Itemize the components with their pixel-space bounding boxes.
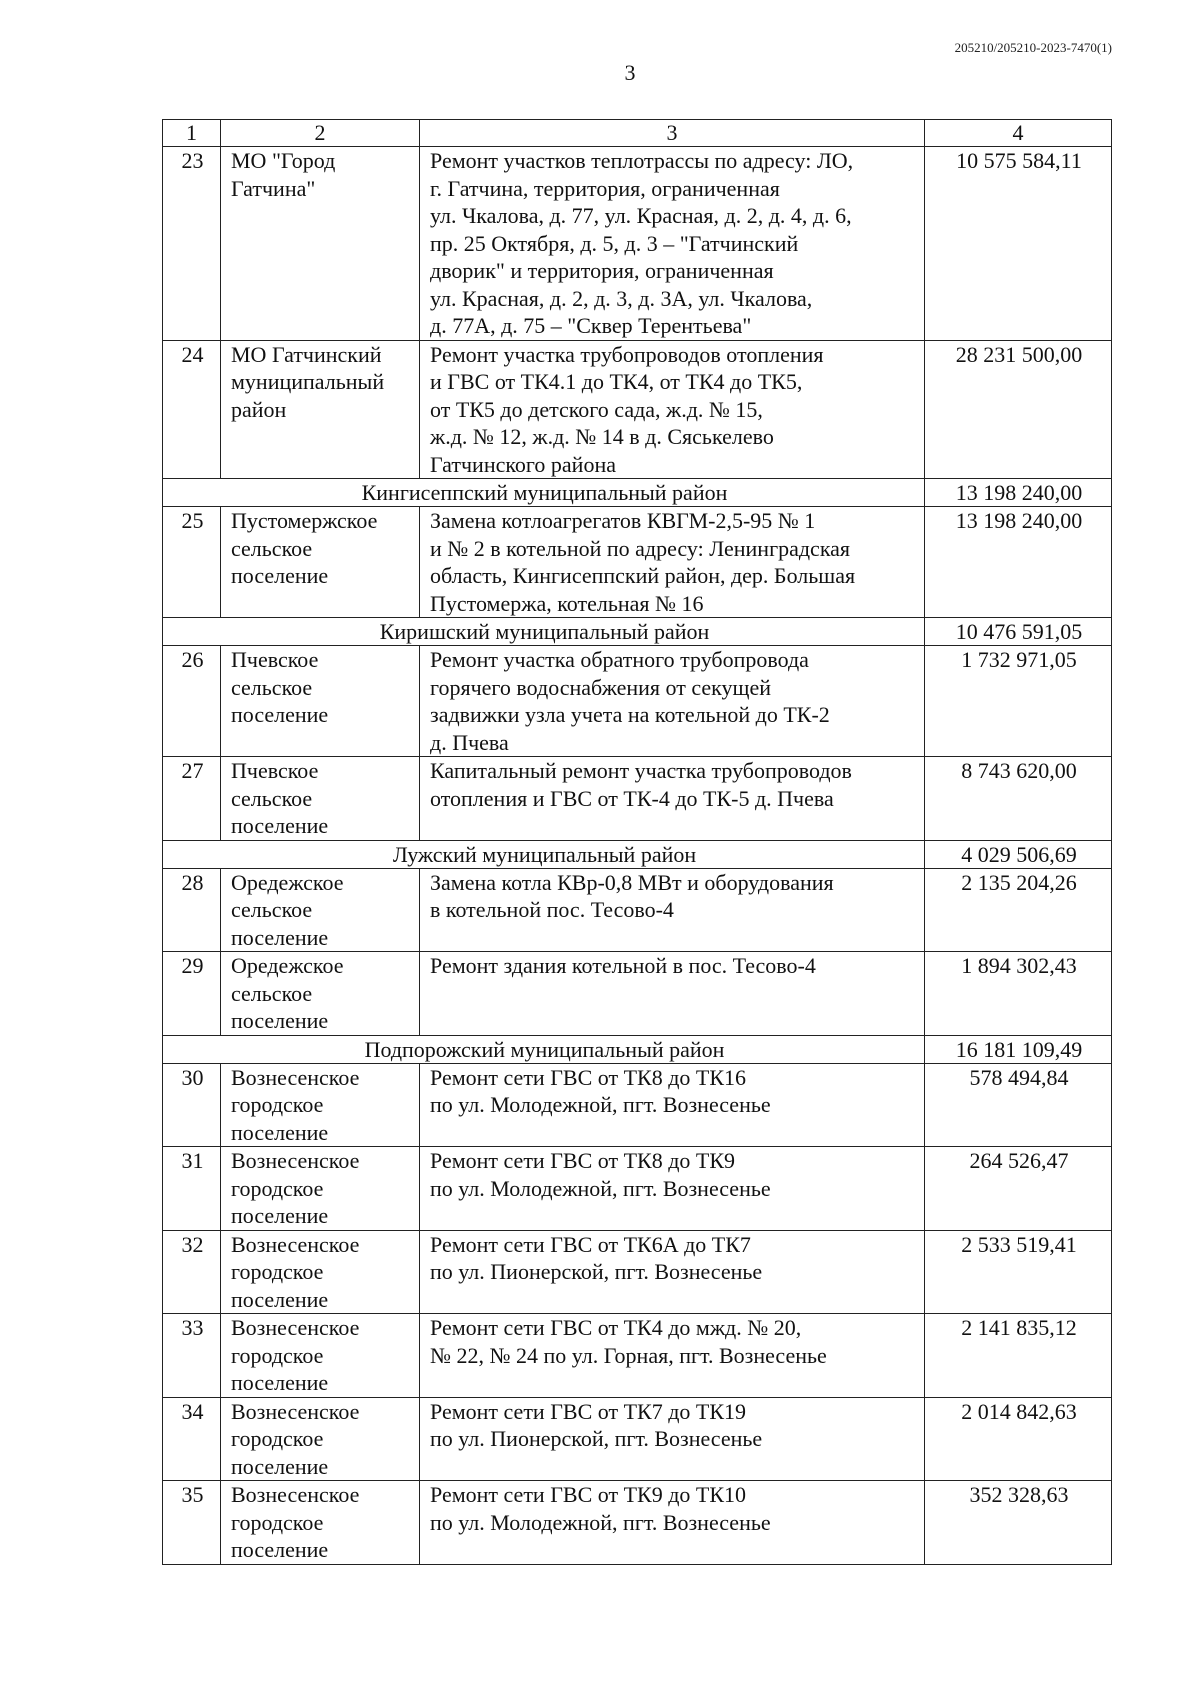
municipality-line: муниципальный [231,369,385,394]
table-row [163,340,1112,479]
municipality-line: городское [231,1509,324,1535]
amount-cell: 8 743 620,00 [925,757,1112,841]
group-amount: 16 181 109,49 [925,1035,1112,1063]
municipality-cell [221,507,420,618]
header-col-4: 4 [925,120,1112,147]
description-line: ул. Чкалова, д. 77, ул. Красная, д. 2, д. 4, д. 6, [430,203,852,228]
row-number: 26 [163,646,221,757]
municipality-cell [221,757,420,841]
description-cell [420,1063,925,1147]
municipality-line: городское [231,1259,324,1284]
description-cell [420,1314,925,1398]
municipality-line: поселение [231,1119,329,1145]
group-amount: 10 476 591,05 [925,618,1112,646]
group-name: Лужский муниципальный район [163,840,925,868]
table-row [163,1147,1112,1231]
table-row [163,1314,1112,1398]
municipality-line: городское [231,1175,324,1201]
group-amount: 4 029 506,69 [925,840,1112,868]
municipality-line: Вознесенское [231,1482,360,1507]
municipality-line: поселение [231,1008,329,1033]
municipality-line: городское [231,1092,324,1117]
municipality-cell [221,1397,420,1481]
table-row [163,757,1112,841]
municipality-cell [221,1481,420,1565]
municipality-line: Гатчина" [231,175,316,201]
row-number: 30 [163,1063,221,1147]
municipality-line: Оредежское [231,953,344,978]
description-line: Ремонт участка обратного трубопровода [430,647,809,672]
municipality-line: Вознесенское [231,1064,360,1090]
description-line: Пустомержа, котельная № 16 [430,590,704,616]
description-line: г. Гатчина, территория, ограниченная [430,175,780,201]
description-line: Ремонт здания котельной в пос. Тесово-4 [430,953,816,978]
description-line: Ремонт сети ГВС от ТК8 до ТК16 [430,1064,747,1090]
description-line: Ремонт сети ГВС от ТК6А до ТК7 [430,1231,751,1257]
municipality-line: поселение [231,1370,329,1395]
description-cell [420,1397,925,1481]
description-line: и ГВС от ТК4.1 до ТК4, от ТК4 до ТК5, [430,369,803,394]
register-table [162,119,1112,1565]
row-number: 35 [163,1481,221,1565]
description-line: ж.д. № 12, ж.д. № 14 в д. Сяськелево [430,424,774,449]
description-line: Замена котла КВр-0,8 МВт и оборудования [430,869,834,895]
municipality-line: Вознесенское [231,1148,360,1173]
group-row [163,618,1112,646]
municipality-line: район [231,396,287,422]
row-number: 32 [163,1230,221,1314]
table-row [163,952,1112,1036]
page-number: 3 [624,60,636,85]
header-col-2: 2 [221,120,420,147]
amount-cell: 2 141 835,12 [925,1314,1112,1398]
amount-cell: 2 014 842,63 [925,1397,1112,1481]
group-name: Подпорожский муниципальный район [163,1035,925,1063]
description-line: отопления и ГВС от ТК-4 до ТК-5 д. Пчева [430,785,834,811]
municipality-line: сельское [231,674,313,700]
municipality-line: Пчевское [231,647,319,672]
table-row [163,646,1112,757]
description-cell [420,147,925,341]
description-cell [420,952,925,1036]
municipality-cell [221,952,420,1036]
row-number: 33 [163,1314,221,1398]
description-line: горячего водоснабжения от секущей [430,674,772,700]
description-line: Замена котлоагрегатов КВГМ-2,5-95 № 1 [430,508,816,533]
description-cell [420,757,925,841]
description-line: Ремонт участка трубопроводов отопления [430,341,824,367]
municipality-line: Пустомержское [231,508,378,533]
description-cell [420,868,925,952]
description-line: в котельной пос. Тесово-4 [430,897,674,922]
description-line: Ремонт участков теплотрассы по адресу: ЛО, [430,148,854,173]
amount-cell: 578 494,84 [925,1063,1112,1147]
description-line: пр. 25 Октября, д. 5, д. 3 – "Гатчинский [430,230,799,256]
description-line: Ремонт сети ГВС от ТК9 до ТК10 [430,1482,747,1507]
table-row [163,507,1112,618]
municipality-line: сельское [231,785,313,811]
municipality-line: Вознесенское [231,1398,360,1424]
group-name: Киришский муниципальный район [163,618,925,646]
municipality-cell [221,340,420,479]
municipality-line: поселение [231,1453,329,1479]
municipality-line: Оредежское [231,869,344,895]
description-cell [420,507,925,618]
municipality-line: поселение [231,813,329,838]
description-line: Ремонт сети ГВС от ТК7 до ТК19 [430,1398,747,1424]
municipality-line: поселение [231,924,329,950]
table-row [163,1397,1112,1481]
row-number: 23 [163,147,221,341]
description-line: и № 2 в котельной по адресу: Ленинградская [430,535,851,561]
amount-cell: 10 575 584,11 [925,147,1112,341]
municipality-line: сельское [231,897,313,922]
amount-cell: 1 894 302,43 [925,952,1112,1036]
municipality-cell [221,1230,420,1314]
description-line: задвижки узла учета на котельной до ТК-2 [430,702,830,727]
row-number: 28 [163,868,221,952]
document-id: 205210/205210-2023-7470(1) [954,40,1112,55]
description-cell [420,646,925,757]
municipality-line: сельское [231,980,313,1006]
description-cell [420,1147,925,1231]
municipality-line: Вознесенское [231,1315,360,1340]
description-line: от ТК5 до детского сада, ж.д. № 15, [430,396,763,422]
table-row [163,868,1112,952]
group-name: Кингисеппский муниципальный район [163,479,925,507]
amount-cell: 2 533 519,41 [925,1230,1112,1314]
description-line: по ул. Пионерской, пгт. Вознесенье [430,1426,763,1451]
description-line: область, Кингисеппский район, дер. Большая [430,563,856,588]
table-row [163,1063,1112,1147]
description-line: по ул. Пионерской, пгт. Вознесенье [430,1259,763,1284]
table-body [163,120,1112,1565]
description-line: по ул. Молодежной, пгт. Вознесенье [430,1175,771,1201]
group-row [163,1035,1112,1063]
group-row [163,479,1112,507]
table-row [163,147,1112,341]
description-line: Ремонт сети ГВС от ТК8 до ТК9 [430,1148,736,1173]
amount-cell: 28 231 500,00 [925,340,1112,479]
description-line: дворик" и территория, ограниченная [430,258,774,283]
description-line: Ремонт сети ГВС от ТК4 до мжд. № 20, [430,1315,802,1340]
municipality-line: поселение [231,1286,329,1312]
description-line: Капитальный ремонт участка трубопроводов [430,758,852,783]
row-number: 27 [163,757,221,841]
description-line: № 22, № 24 по ул. Горная, пгт. Вознесенье [430,1342,827,1368]
municipality-line: МО Гатчинский [231,341,382,367]
amount-cell: 13 198 240,00 [925,507,1112,618]
municipality-cell [221,1063,420,1147]
municipality-line: поселение [231,702,329,727]
municipality-line: Вознесенское [231,1231,360,1257]
row-number: 29 [163,952,221,1036]
table-row [163,1230,1112,1314]
row-number: 34 [163,1397,221,1481]
municipality-line: поселение [231,1537,329,1562]
description-line: ул. Красная, д. 2, д. 3, д. 3А, ул. Чкалова, [430,285,813,311]
amount-cell: 1 732 971,05 [925,646,1112,757]
description-line: Гатчинского района [430,451,616,477]
municipality-line: сельское [231,535,313,561]
header-col-1: 1 [163,120,221,147]
row-number: 31 [163,1147,221,1231]
municipality-cell [221,646,420,757]
amount-cell: 2 135 204,26 [925,868,1112,952]
description-cell [420,1230,925,1314]
table-row [163,1481,1112,1565]
description-line: д. 77А, д. 75 – "Сквер Терентьева" [430,313,752,338]
municipality-cell [221,1314,420,1398]
municipality-line: Пчевское [231,758,319,783]
header-col-3: 3 [420,120,925,147]
municipality-cell [221,868,420,952]
table-header-row [163,120,1112,147]
municipality-line: МО "Город [231,148,336,173]
row-number: 24 [163,340,221,479]
row-number: 25 [163,507,221,618]
description-cell [420,1481,925,1565]
description-line: по ул. Молодежной, пгт. Вознесенье [430,1092,771,1117]
amount-cell: 352 328,63 [925,1481,1112,1565]
municipality-cell [221,1147,420,1231]
description-cell [420,340,925,479]
group-row [163,840,1112,868]
description-line: д. Пчева [430,729,509,755]
group-amount: 13 198 240,00 [925,479,1112,507]
municipality-line: поселение [231,563,329,588]
municipality-line: поселение [231,1203,329,1228]
municipality-line: городское [231,1342,324,1368]
description-line: по ул. Молодежной, пгт. Вознесенье [430,1509,771,1535]
municipality-line: городское [231,1426,324,1451]
municipality-cell [221,147,420,341]
amount-cell: 264 526,47 [925,1147,1112,1231]
